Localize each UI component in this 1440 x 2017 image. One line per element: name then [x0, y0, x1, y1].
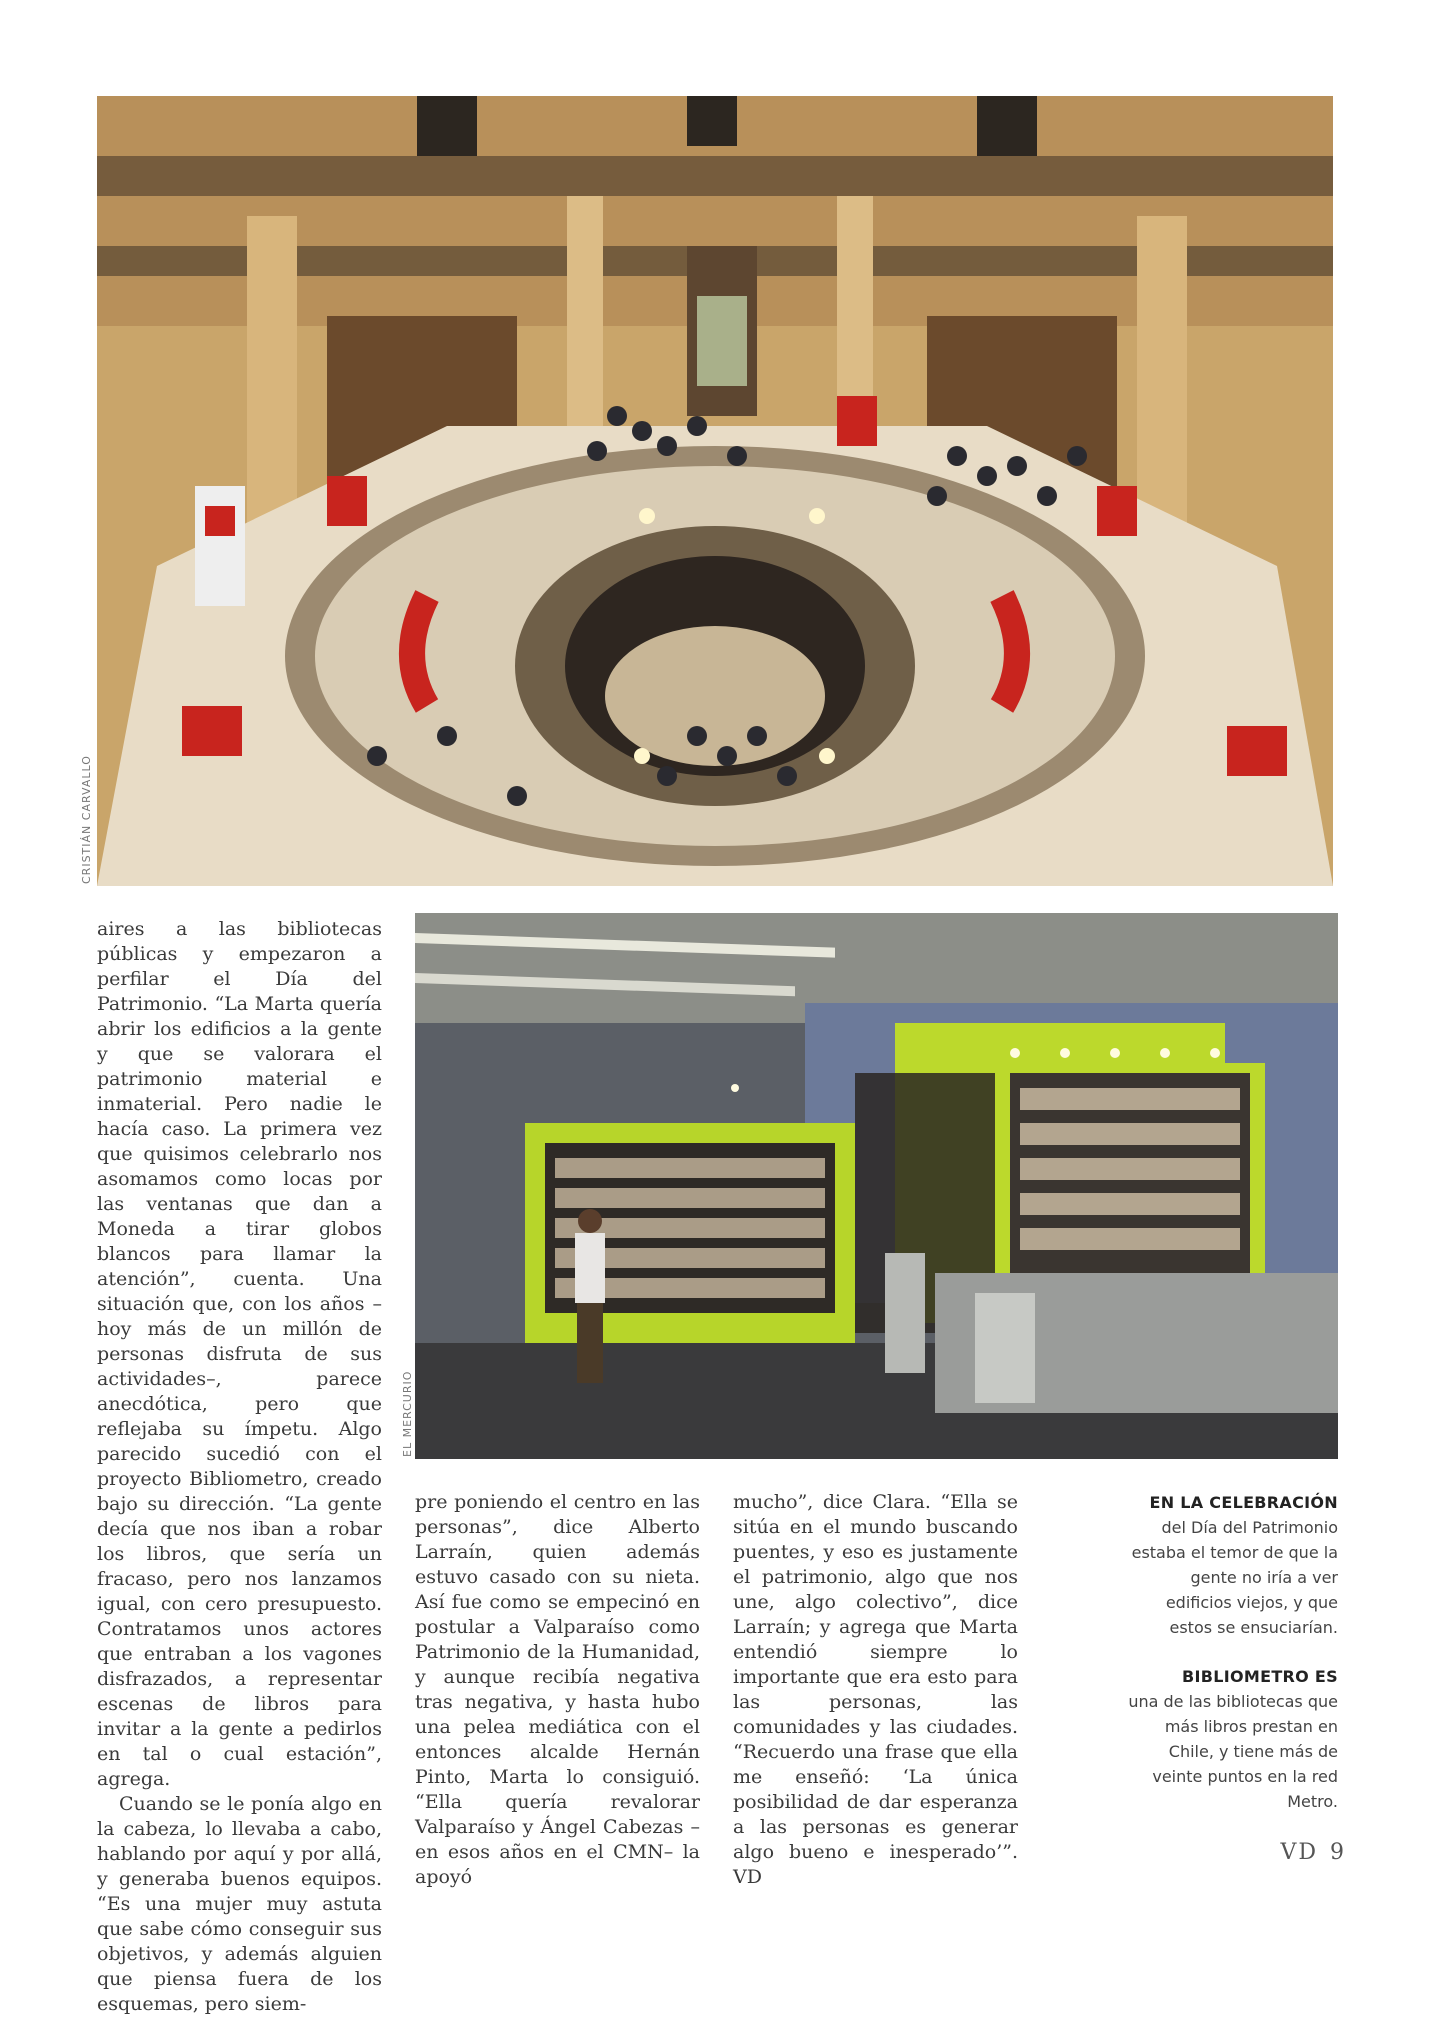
body-paragraph: pre poniendo el centro en las personas”, dice Alberto Larraín, quien además estuvo casado con su nieta. Así fue como se empecinó en postular a Valparaíso como Patrimonio de la Humanidad, y aunque recibía negativa tras negativa, y hasta hubo una pelea mediática con el entonces alcalde Hernán Pinto, Marta lo consiguió. “Ella quería revalorar Valparaíso y Ángel Cabezas –en esos años en el CMN– la apoyó — [415, 1491, 700, 1888]
body-column-1 — [97, 917, 382, 2017]
photo-credit-middle: EL MERCURIO — [401, 1370, 414, 1457]
body-column-3 — [733, 1490, 1018, 1890]
body-paragraph: mucho”, dice Clara. “Ella se sitúa en el mundo buscando puentes, y eso es justamente el patrimonio, algo que nos une, algo colectivo”, dice Larraín; y agrega que Marta entendió siempre lo importante que era esto para las personas, las comunidades y las ciudades. “Recuerdo una frase que ella me enseñó: ‘La única posibilidad de dar esperanza a las personas es generar algo bueno e inesperado’”. VD — [733, 1491, 1018, 1888]
caption-celebracion — [1123, 1490, 1338, 1640]
photo-bibliometro — [415, 913, 1338, 1459]
photo-library-staircase-illustration — [97, 96, 1333, 886]
body-paragraph: aires a las bibliotecas públicas y empezaron a perfilar el Día del Patrimonio. “La Marta quería abrir los edificios a la gente y que se valorara el patrimonio material e inmaterial. Pero nadie le hacía caso. La primera vez que quisimos celebrarlo nos asomamos como locas por las ventanas que dan a Moneda a tirar globos blancos para llamar la atención”, cuenta. Una situación que, con los años –hoy más de un millón de personas disfruta de sus actividades–, parece anecdótica, pero que reflejaba su ímpetu. Algo parecido sucedió con el proyecto Bibliometro, creado bajo su dirección. “La gente decía que nos iban a robar los libros, que sería un fracaso, pero nos lanzamos igual, con cero presupuesto. Contratamos unos actores que entraban a los vagones disfrazados, a representar escenas de libros para invitar a la gente a pedirlos en tal o cual estación”, agrega. — [97, 918, 382, 1790]
photo-library-staircase — [97, 96, 1333, 886]
caption-text: del Día del Patrimonio estaba el temor de que la gente no iría a ver edificios viejos, y que estos se ensuciarían. — [1131, 1518, 1338, 1637]
photo-credit-top: CRISTIÁN CARVALLO — [80, 755, 93, 884]
caption-text: una de las bibliotecas que más libros prestan en Chile, y tiene más de veinte puntos en la red Metro. — [1128, 1692, 1338, 1811]
body-paragraph: Cuando se le ponía algo en la cabeza, lo llevaba a cabo, hablando por aquí y por allá, y generaba buenos equipos. “Es una mujer muy astuta que sabe cómo conseguir sus objetivos, y además alguien que piensa fuera de los esquemas, pero siem- — [97, 1793, 382, 2015]
body-column-2 — [415, 1490, 700, 1890]
caption-lead: BIBLIOMETRO ES — [1181, 1667, 1338, 1686]
caption-lead: EN LA CELEBRACIÓN — [1149, 1493, 1338, 1512]
page-folio — [1280, 1840, 1344, 1865]
caption-bibliometro — [1123, 1664, 1338, 1814]
page-number: 9 — [1330, 1840, 1344, 1865]
photo-bibliometro-illustration — [415, 913, 1338, 1459]
magazine-brand: VD — [1280, 1840, 1318, 1865]
